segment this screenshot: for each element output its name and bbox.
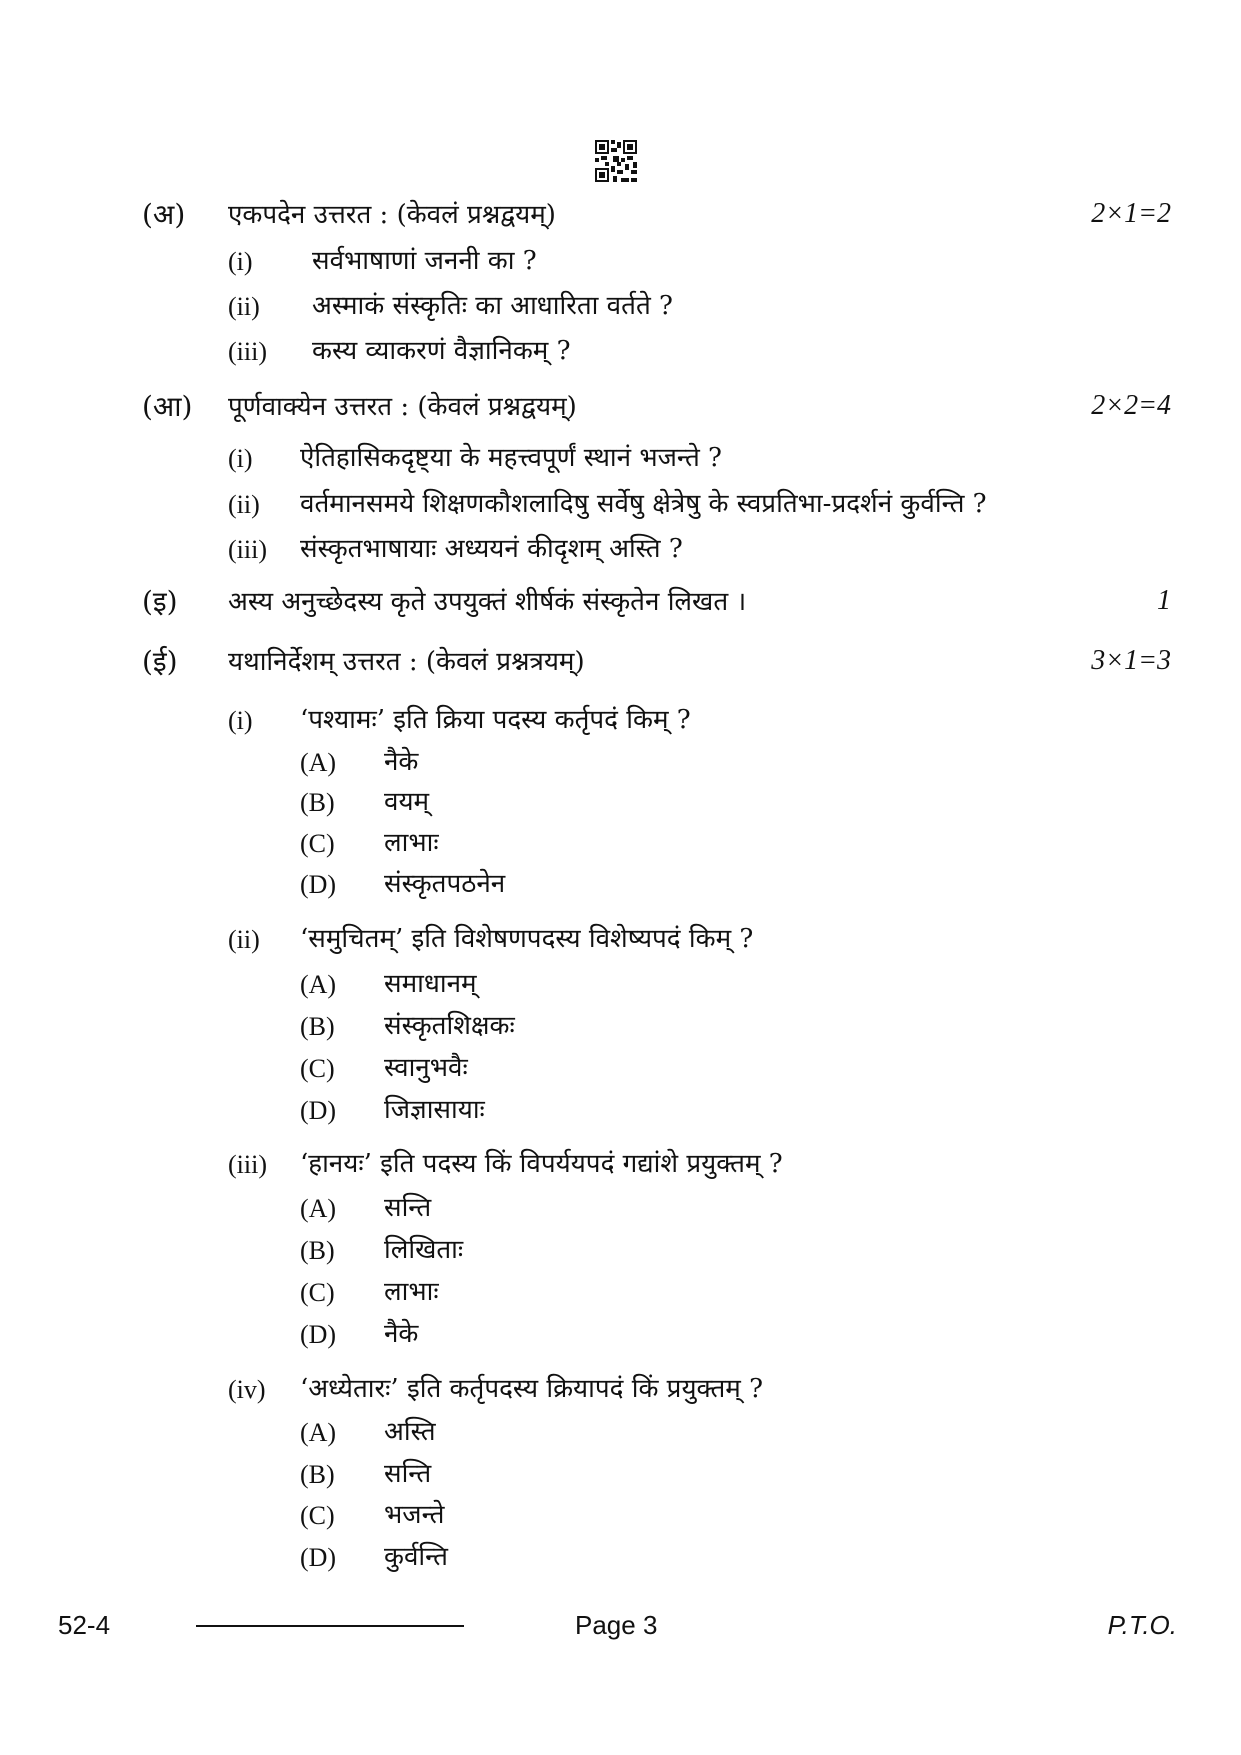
option-letter: (B) (300, 1012, 335, 1041)
question-number: (iii) (228, 1150, 267, 1179)
option-text: सन्ति (384, 1193, 432, 1223)
pto-label: P.T.O. (1107, 1610, 1177, 1640)
section-title: यथानिर्देशम् उत्तरत : (केवलं प्रश्नत्रयम्) (228, 647, 585, 677)
option-letter: (C) (300, 1054, 335, 1083)
section-label: (आ) (142, 390, 193, 423)
option-text: नैके (384, 747, 419, 777)
option-letter: (B) (300, 788, 335, 817)
question-text: ‘हानयः’ इति पदस्य किं विपर्ययपदं गद्यांशे प्रयुक्तम् ? (300, 1149, 783, 1179)
question-number: (i) (228, 444, 253, 473)
option-text: सन्ति (384, 1459, 432, 1489)
section-title: पूर्णवाक्येन उत्तरत : (केवलं प्रश्नद्वयम्) (228, 392, 577, 422)
section-label: (ई) (142, 645, 178, 678)
question-text: सर्वभाषाणां जननी का ? (312, 246, 537, 276)
option-text: जिज्ञासायाः (384, 1095, 485, 1125)
option-text: वयम् (384, 787, 430, 817)
option-text: भजन्ते (384, 1500, 445, 1530)
question-text: वर्तमानसमये शिक्षणकौशलादिषु सर्वेषु क्षेत्रेषु के स्वप्रतिभा-प्रदर्शनं कुर्वन्ति ? (300, 489, 987, 519)
section-label: (इ) (142, 585, 178, 618)
option-letter: (A) (300, 970, 337, 999)
section-title: एकपदेन उत्तरत : (केवलं प्रश्नद्वयम्) (228, 200, 556, 230)
section-marks: 1 (1157, 585, 1171, 616)
page-number: Page 3 (575, 1610, 658, 1640)
section-marks: 2×2=4 (1091, 390, 1171, 421)
question-number: (ii) (228, 292, 260, 321)
option-letter: (A) (300, 1194, 337, 1223)
option-text: लिखिताः (384, 1235, 464, 1265)
option-text: समाधानम् (384, 969, 477, 999)
option-letter: (B) (300, 1460, 335, 1489)
option-letter: (A) (300, 748, 337, 777)
option-letter: (D) (300, 1543, 337, 1572)
option-text: लाभाः (384, 1277, 439, 1307)
option-text: कुर्वन्ति (384, 1542, 448, 1572)
section-title: अस्य अनुच्छेदस्य कृते उपयुक्तं शीर्षकं संस्कृतेन लिखत । (228, 587, 747, 617)
question-number: (iii) (228, 535, 267, 564)
option-letter: (C) (300, 1278, 335, 1307)
question-text: कस्य व्याकरणं वैज्ञानिकम् ? (312, 336, 571, 366)
question-text: ‘अध्येतारः’ इति कर्तृपदस्य क्रियापदं किं प्रयुक्तम् ? (300, 1374, 764, 1404)
footer-rule (196, 1625, 464, 1627)
question-number: (ii) (228, 925, 260, 954)
question-text: संस्कृतभाषायाः अध्ययनं कीदृशम् अस्ति ? (300, 534, 683, 564)
option-text: अस्ति (384, 1417, 436, 1447)
option-text: संस्कृतपठनेन (384, 869, 506, 899)
option-text: नैके (384, 1319, 419, 1349)
paper-code: 52-4 (58, 1610, 111, 1640)
option-letter: (D) (300, 870, 337, 899)
question-number: (iii) (228, 337, 267, 366)
option-text: लाभाः (384, 828, 439, 858)
question-number: (i) (228, 706, 253, 735)
question-number: (iv) (228, 1375, 266, 1404)
section-marks: 3×1=3 (1091, 645, 1171, 676)
question-text: ‘समुचितम्’ इति विशेषणपदस्य विशेष्यपदं किम् ? (300, 924, 754, 954)
question-text: अस्माकं संस्कृतिः का आधारिता वर्तते ? (312, 291, 673, 321)
question-text: ऐतिहासिकदृष्ट्या के महत्त्वपूर्णं स्थानं भजन्ते ? (300, 443, 722, 473)
option-letter: (A) (300, 1418, 337, 1447)
option-text: संस्कृतशिक्षकः (384, 1011, 515, 1041)
qr-code-icon (595, 140, 637, 182)
option-letter: (D) (300, 1096, 337, 1125)
option-letter: (D) (300, 1320, 337, 1349)
question-number: (ii) (228, 490, 260, 519)
option-letter: (C) (300, 829, 335, 858)
question-number: (i) (228, 247, 253, 276)
option-letter: (B) (300, 1236, 335, 1265)
section-label: (अ) (142, 198, 186, 231)
option-letter: (C) (300, 1501, 335, 1530)
section-marks: 2×1=2 (1091, 198, 1171, 229)
question-text: ‘पश्यामः’ इति क्रिया पदस्य कर्तृपदं किम् ? (300, 705, 691, 735)
option-text: स्वानुभवैः (384, 1053, 468, 1083)
